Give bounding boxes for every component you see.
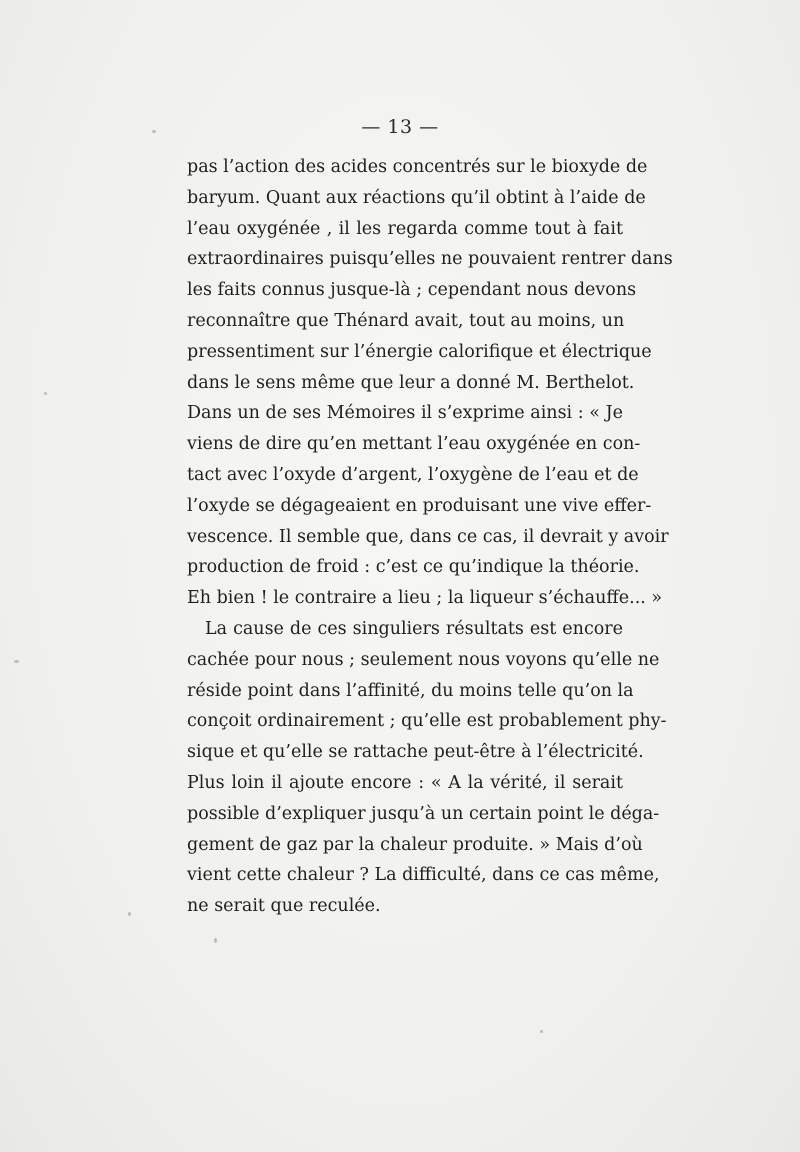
paper-speck	[540, 1030, 543, 1033]
text-line: pressentiment sur l’énergie calorifique et électrique	[187, 341, 652, 362]
text-line: viens de dire qu’en mettant l’eau oxygénée en con-	[187, 434, 641, 455]
text-line: tact avec l’oxyde d’argent, l’oxygène de l’eau et de	[187, 464, 639, 485]
paper-speck	[128, 912, 131, 916]
text-line: reconnaître que Thénard avait, tout au moins, un	[187, 310, 625, 331]
body-text	[187, 152, 673, 922]
text-line: l’oxyde se dégageaient en produisant une vive effer-	[187, 495, 652, 516]
text-line: l’eau oxygénée , il les regarda comme tout à fait	[187, 218, 623, 239]
text-line: Plus loin il ajoute encore : « A la vérité, il serait	[187, 772, 623, 793]
text-line: production de froid : c’est ce qu’indique la théorie.	[187, 557, 640, 578]
text-line: sique et qu’elle se rattache peut-être à l’électricité.	[187, 742, 644, 763]
text-line: dans le sens même que leur a donné M. Berthelot.	[187, 372, 635, 393]
text-line: extraordinaires puisqu’elles ne pouvaient rentrer dans	[187, 249, 673, 270]
text-line: Dans un de ses Mémoires il s’exprime ainsi : « Je	[187, 403, 623, 424]
text-line: vient cette chaleur ? La difficulté, dans ce cas même,	[187, 865, 660, 886]
text-line: possible d’expliquer jusqu’à un certain point le déga-	[187, 803, 660, 824]
text-line: vescence. Il semble que, dans ce cas, il devrait y avoir	[187, 526, 669, 547]
text-line: Eh bien ! le contraire a lieu ; la liqueur s’échauffe... »	[187, 588, 663, 609]
text-line: cachée pour nous ; seulement nous voyons qu’elle ne	[187, 649, 660, 670]
paper-speck	[44, 392, 47, 395]
text-line: réside point dans l’affinité, du moins telle qu’on la	[187, 680, 634, 701]
text-line: conçoit ordinairement ; qu’elle est probablement phy-	[187, 711, 667, 732]
text-line: baryum. Quant aux réactions qu’il obtint à l’aide de	[187, 187, 646, 208]
paper-speck	[214, 938, 217, 943]
page-number: — 13 —	[361, 116, 439, 138]
paper-speck	[14, 660, 19, 663]
text-line: La cause de ces singuliers résultats est encore	[205, 618, 623, 639]
text-line: les faits connus jusque-là ; cependant nous devons	[187, 280, 637, 301]
text-line: gement de gaz par la chaleur produite. » Mais d’où	[187, 834, 643, 855]
text-line: ne serait que reculée.	[187, 896, 381, 917]
text-line: pas l’action des acides concentrés sur le bioxyde de	[187, 157, 648, 177]
